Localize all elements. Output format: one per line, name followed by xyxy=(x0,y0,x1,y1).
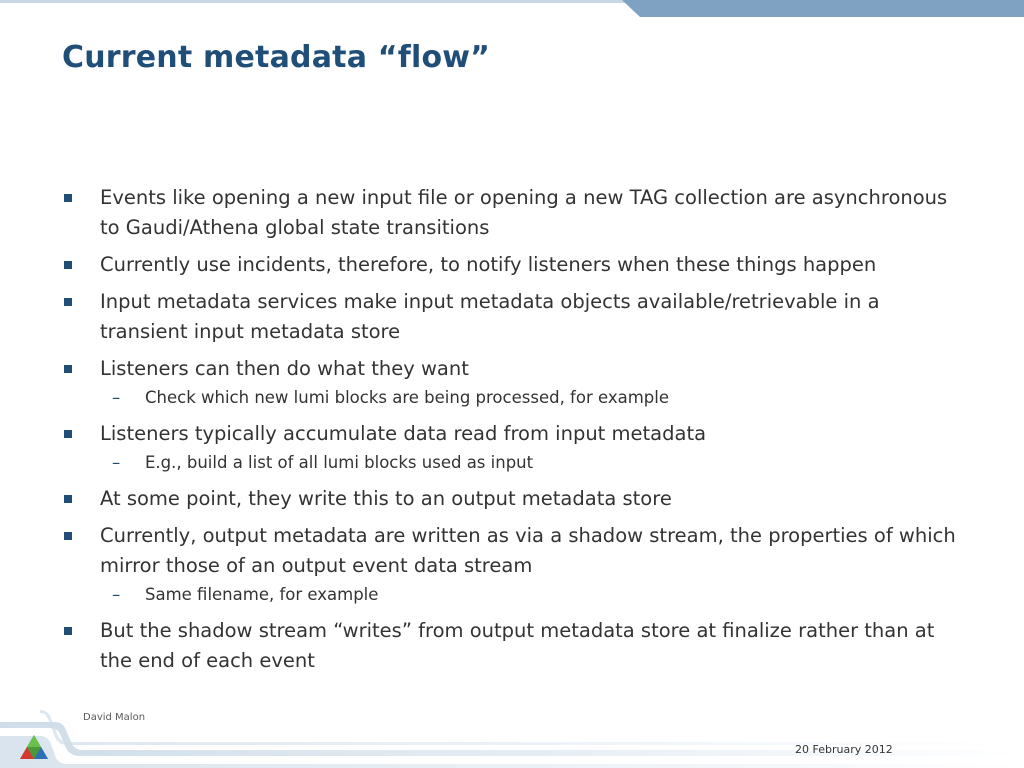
bullet-item xyxy=(62,250,962,280)
footer-wave xyxy=(0,700,1024,768)
slide-date: 20 February 2012 xyxy=(795,743,893,756)
square-bullet-icon xyxy=(64,495,72,503)
bullet-text: But the shadow stream “writes” from output metadata store at finalize rather than at the end of each event xyxy=(100,619,935,672)
bullet-text: Currently, output metadata are written as via a shadow stream, the properties of which mirror those of an output event data stream xyxy=(100,524,956,577)
bullet-item xyxy=(62,287,962,347)
square-bullet-icon xyxy=(64,532,72,540)
bullet-item xyxy=(62,484,962,514)
sub-bullet-item xyxy=(62,451,962,475)
sub-bullet-text: Check which new lumi blocks are being processed, for example xyxy=(145,388,670,407)
square-bullet-icon xyxy=(64,194,72,202)
sub-bullet-item xyxy=(62,583,962,607)
author-name: David Malon xyxy=(83,712,146,723)
sub-bullet-text: Same filename, for example xyxy=(145,585,379,604)
dash-bullet-icon: – xyxy=(112,388,121,407)
bullet-item xyxy=(62,419,962,449)
sub-bullet-text: E.g., build a list of all lumi blocks used as input xyxy=(145,453,534,472)
square-bullet-icon xyxy=(64,298,72,306)
dash-bullet-icon: – xyxy=(112,585,121,604)
bullet-text: Input metadata services make input metadata objects available/retrievable in a transient input metadata store xyxy=(100,290,880,343)
bullet-item xyxy=(62,521,962,581)
square-bullet-icon xyxy=(64,261,72,269)
square-bullet-icon xyxy=(64,365,72,373)
bullet-text: Listeners typically accumulate data read from input metadata xyxy=(100,422,707,445)
sub-bullet-item xyxy=(62,386,962,410)
header-band xyxy=(0,0,1024,20)
bullet-text: At some point, they write this to an output metadata store xyxy=(100,487,672,510)
bullet-text: Currently use incidents, therefore, to notify listeners when these things happen xyxy=(100,253,877,276)
bullet-item xyxy=(62,616,962,676)
slide-title: Current metadata “flow” xyxy=(62,40,491,75)
bullet-list xyxy=(62,183,962,683)
square-bullet-icon xyxy=(64,430,72,438)
bullet-item xyxy=(62,183,962,243)
bullet-text: Events like opening a new input file or opening a new TAG collection are asynchronous to Gaudi/Athena global state transitions xyxy=(100,186,948,239)
logo-icon xyxy=(19,734,49,760)
square-bullet-icon xyxy=(64,627,72,635)
dash-bullet-icon: – xyxy=(112,453,121,472)
bullet-item xyxy=(62,354,962,384)
bullet-text: Listeners can then do what they want xyxy=(100,357,469,380)
